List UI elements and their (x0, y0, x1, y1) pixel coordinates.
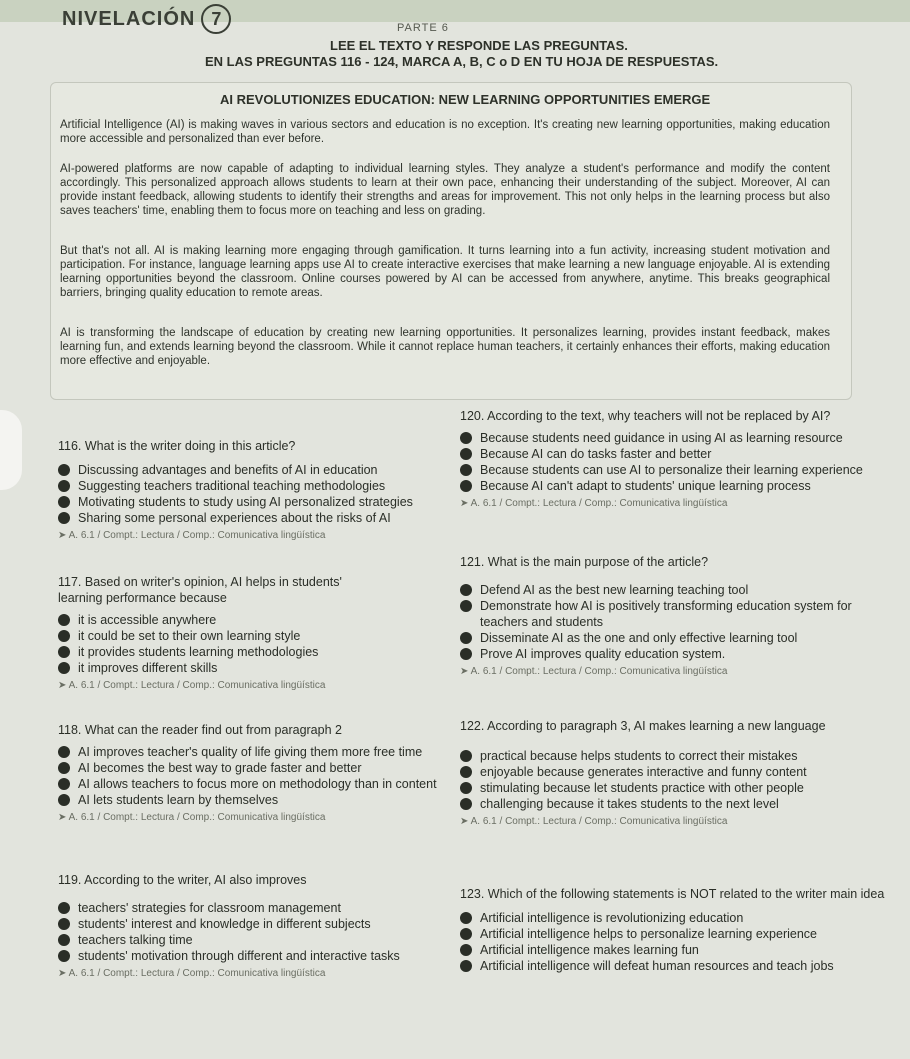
option-b[interactable] (58, 628, 388, 644)
option-a[interactable] (460, 582, 900, 598)
bubble-icon[interactable] (58, 662, 70, 674)
bubble-icon[interactable] (460, 912, 472, 924)
option-text: Demonstrate how AI is positively transforming education system for teachers and students (480, 599, 852, 629)
question-121 (460, 554, 900, 677)
option-c[interactable] (58, 776, 448, 792)
question-text: 121. What is the main purpose of the article? (460, 555, 709, 569)
question-text: 123. Which of the following statements is NOT related to the writer main idea (460, 887, 885, 901)
option-text: Because students can use AI to personalize their learning experience (480, 463, 863, 477)
article-paragraph-1: Artificial Intelligence (AI) is making waves in various sectors and education is no exception. It's creating new learning opportunities, making education more accessible and personalized than ever before. (60, 119, 830, 145)
question-120 (460, 408, 900, 509)
option-text: Discussing advantages and benefits of AI in education (78, 463, 378, 477)
option-text: AI becomes the best way to grade faster and better (78, 761, 362, 775)
bubble-icon[interactable] (58, 918, 70, 930)
option-text: Artificial intelligence is revolutionizing education (480, 911, 744, 925)
option-text: teachers' strategies for classroom management (78, 901, 341, 915)
bubble-icon[interactable] (460, 782, 472, 794)
article-paragraph-3: But that's not all. AI is making learning more engaging through gamification. It turns learning into a fun activity, increasing student motivation and participation. For instance, language learning apps use AI to create interactive exercises that make learning a new language enjoyable. AI is extending learning opportunities beyond the classroom. Online courses powered by AI can be accessed from anywhere, anytime. This breaks geographical barriers, bringing quality education to remote areas. (60, 245, 830, 299)
bubble-icon[interactable] (58, 464, 70, 476)
question-123 (460, 886, 900, 974)
nivelacion-logo (62, 4, 231, 34)
option-text: Sharing some personal experiences about the risks of AI (78, 511, 391, 525)
option-c[interactable] (58, 644, 388, 660)
bubble-icon[interactable] (58, 512, 70, 524)
bubble-icon[interactable] (460, 960, 472, 972)
bubble-icon[interactable] (58, 778, 70, 790)
option-c[interactable] (460, 630, 900, 646)
option-a[interactable] (58, 612, 388, 628)
bubble-icon[interactable] (58, 496, 70, 508)
option-c[interactable] (460, 942, 900, 958)
bubble-icon[interactable] (460, 944, 472, 956)
bubble-icon[interactable] (460, 432, 472, 444)
option-text: it is accessible anywhere (78, 613, 217, 627)
option-text: teachers talking time (78, 933, 193, 947)
answer-key: ➤ A. 6.1 / Compt.: Lectura / Comp.: Comunicativa lingüística (460, 498, 728, 509)
option-d[interactable] (460, 646, 900, 662)
option-text: Because AI can do tasks faster and better (480, 447, 712, 461)
option-text: Defend AI as the best new learning teaching tool (480, 583, 749, 597)
bubble-icon[interactable] (460, 648, 472, 660)
question-122 (460, 718, 900, 827)
option-b[interactable] (58, 760, 448, 776)
question-117 (58, 574, 388, 691)
option-text: Prove AI improves quality education system. (480, 647, 726, 661)
option-text: practical because helps students to correct their mistakes (480, 749, 798, 763)
option-c[interactable] (58, 932, 448, 948)
option-text: it provides students learning methodologies (78, 645, 319, 659)
question-text: 122. According to paragraph 3, AI makes learning a new language (460, 719, 826, 733)
bubble-icon[interactable] (58, 630, 70, 642)
bubble-icon[interactable] (460, 480, 472, 492)
bubble-icon[interactable] (460, 750, 472, 762)
bubble-icon[interactable] (460, 600, 472, 612)
option-text: Because students need guidance in using AI as learning resource (480, 431, 843, 445)
option-text: students' interest and knowledge in different subjects (78, 917, 371, 931)
option-c[interactable] (460, 462, 900, 478)
option-d[interactable] (460, 796, 900, 812)
article-title: AI REVOLUTIONIZES EDUCATION: NEW LEARNING OPPORTUNITIES EMERGE (220, 92, 711, 107)
option-text: Artificial intelligence will defeat human resources and teach jobs (480, 959, 834, 973)
logo-word: NIVELACIÓN (62, 7, 196, 30)
section-label: PARTE 6 (397, 22, 449, 34)
option-d[interactable] (58, 660, 388, 676)
bubble-icon[interactable] (460, 798, 472, 810)
option-text: enjoyable because generates interactive and funny content (480, 765, 807, 779)
option-text: AI improves teacher's quality of life giving them more free time (78, 745, 423, 759)
option-text: Suggesting teachers traditional teaching methodologies (78, 479, 386, 493)
thumb-shadow (0, 410, 22, 490)
option-a[interactable] (58, 462, 438, 478)
option-text: students' motivation through different and interactive tasks (78, 949, 400, 963)
bubble-icon[interactable] (58, 762, 70, 774)
bubble-icon[interactable] (460, 584, 472, 596)
bubble-icon[interactable] (58, 934, 70, 946)
option-text: Disseminate AI as the one and only effective learning tool (480, 631, 798, 645)
bubble-icon[interactable] (58, 950, 70, 962)
question-116 (58, 438, 438, 541)
article-paragraph-4: AI is transforming the landscape of education by creating new learning opportunities. It personalizes learning, provides instant feedback, makes learning fun, and extends learning beyond the classroom. While it cannot replace human teachers, it certainly enhances their efforts, making education more effective and enjoyable. (60, 327, 830, 367)
answer-key: ➤ A. 6.1 / Compt.: Lectura / Comp.: Comunicativa lingüística (58, 530, 326, 541)
option-d[interactable] (58, 948, 448, 964)
option-text: AI allows teachers to focus more on methodology than in content (78, 777, 437, 791)
option-c[interactable] (460, 780, 900, 796)
logo-number: 7 (201, 4, 231, 34)
option-b[interactable] (58, 916, 448, 932)
option-d[interactable] (460, 958, 900, 974)
option-d[interactable] (460, 478, 900, 494)
bubble-icon[interactable] (460, 448, 472, 460)
option-b[interactable] (460, 446, 900, 462)
option-b[interactable] (58, 478, 438, 494)
instruction-line-2: EN LAS PREGUNTAS 116 - 124, MARCA A, B, C o D EN TU HOJA DE RESPUESTAS. (205, 54, 719, 69)
option-text: AI lets students learn by themselves (78, 793, 279, 807)
option-b[interactable] (460, 926, 900, 942)
option-a[interactable] (58, 744, 448, 760)
option-text: challenging because it takes students to the next level (480, 797, 779, 811)
option-b[interactable] (460, 598, 900, 630)
option-d[interactable] (58, 792, 448, 808)
bubble-icon[interactable] (58, 614, 70, 626)
option-d[interactable] (58, 510, 438, 526)
bubble-icon[interactable] (460, 632, 472, 644)
option-text: Because AI can't adapt to students' unique learning process (480, 479, 811, 493)
option-text: it could be set to their own learning style (78, 629, 301, 643)
bubble-icon[interactable] (460, 464, 472, 476)
answer-key: ➤ A. 6.1 / Compt.: Lectura / Comp.: Comunicativa lingüística (460, 666, 728, 677)
question-text: 118. What can the reader find out from paragraph 2 (58, 723, 342, 737)
option-a[interactable] (460, 910, 900, 926)
bubble-icon[interactable] (58, 646, 70, 658)
option-a[interactable] (460, 748, 900, 764)
article-paragraph-2: AI-powered platforms are now capable of adapting to individual learning styles. They analyze a student's performance and modify the content accordingly. This personalized approach allows students to learn at their own pace, enhancing their understanding of the subject. Moreover, AI can provide instant feedback, allowing students to identify their strengths and areas for improvement. This not only helps in the learning process but also saves teachers' time, enabling them to focus more on teaching and less on grading. (60, 163, 830, 217)
instruction-line-1: LEE EL TEXTO Y RESPONDE LAS PREGUNTAS. (330, 38, 628, 53)
bubble-icon[interactable] (460, 928, 472, 940)
bubble-icon[interactable] (58, 902, 70, 914)
option-c[interactable] (58, 494, 438, 510)
answer-key: ➤ A. 6.1 / Compt.: Lectura / Comp.: Comunicativa lingüística (460, 816, 728, 827)
bubble-icon[interactable] (58, 480, 70, 492)
option-text: Motivating students to study using AI personalized strategies (78, 495, 413, 509)
question-text: 116. What is the writer doing in this article? (58, 439, 296, 453)
answer-key: ➤ A. 6.1 / Compt.: Lectura / Comp.: Comunicativa lingüística (58, 812, 326, 823)
bubble-icon[interactable] (58, 794, 70, 806)
question-text: 119. According to the writer, AI also improves (58, 873, 307, 887)
option-text: it improves different skills (78, 661, 218, 675)
option-b[interactable] (460, 764, 900, 780)
answer-key: ➤ A. 6.1 / Compt.: Lectura / Comp.: Comunicativa lingüística (58, 968, 326, 979)
question-118 (58, 722, 448, 823)
option-text: Artificial intelligence helps to personalize learning experience (480, 927, 817, 941)
question-119 (58, 872, 448, 979)
option-a[interactable] (460, 430, 900, 446)
option-text: Artificial intelligence makes learning fun (480, 943, 699, 957)
question-text: 117. Based on writer's opinion, AI helps in students' learning performance because (58, 575, 342, 605)
question-text: 120. According to the text, why teachers will not be replaced by AI? (460, 409, 831, 423)
answer-key: ➤ A. 6.1 / Compt.: Lectura / Comp.: Comunicativa lingüística (58, 680, 326, 691)
option-text: stimulating because let students practice with other people (480, 781, 804, 795)
option-a[interactable] (58, 900, 448, 916)
bubble-icon[interactable] (460, 766, 472, 778)
bubble-icon[interactable] (58, 746, 70, 758)
